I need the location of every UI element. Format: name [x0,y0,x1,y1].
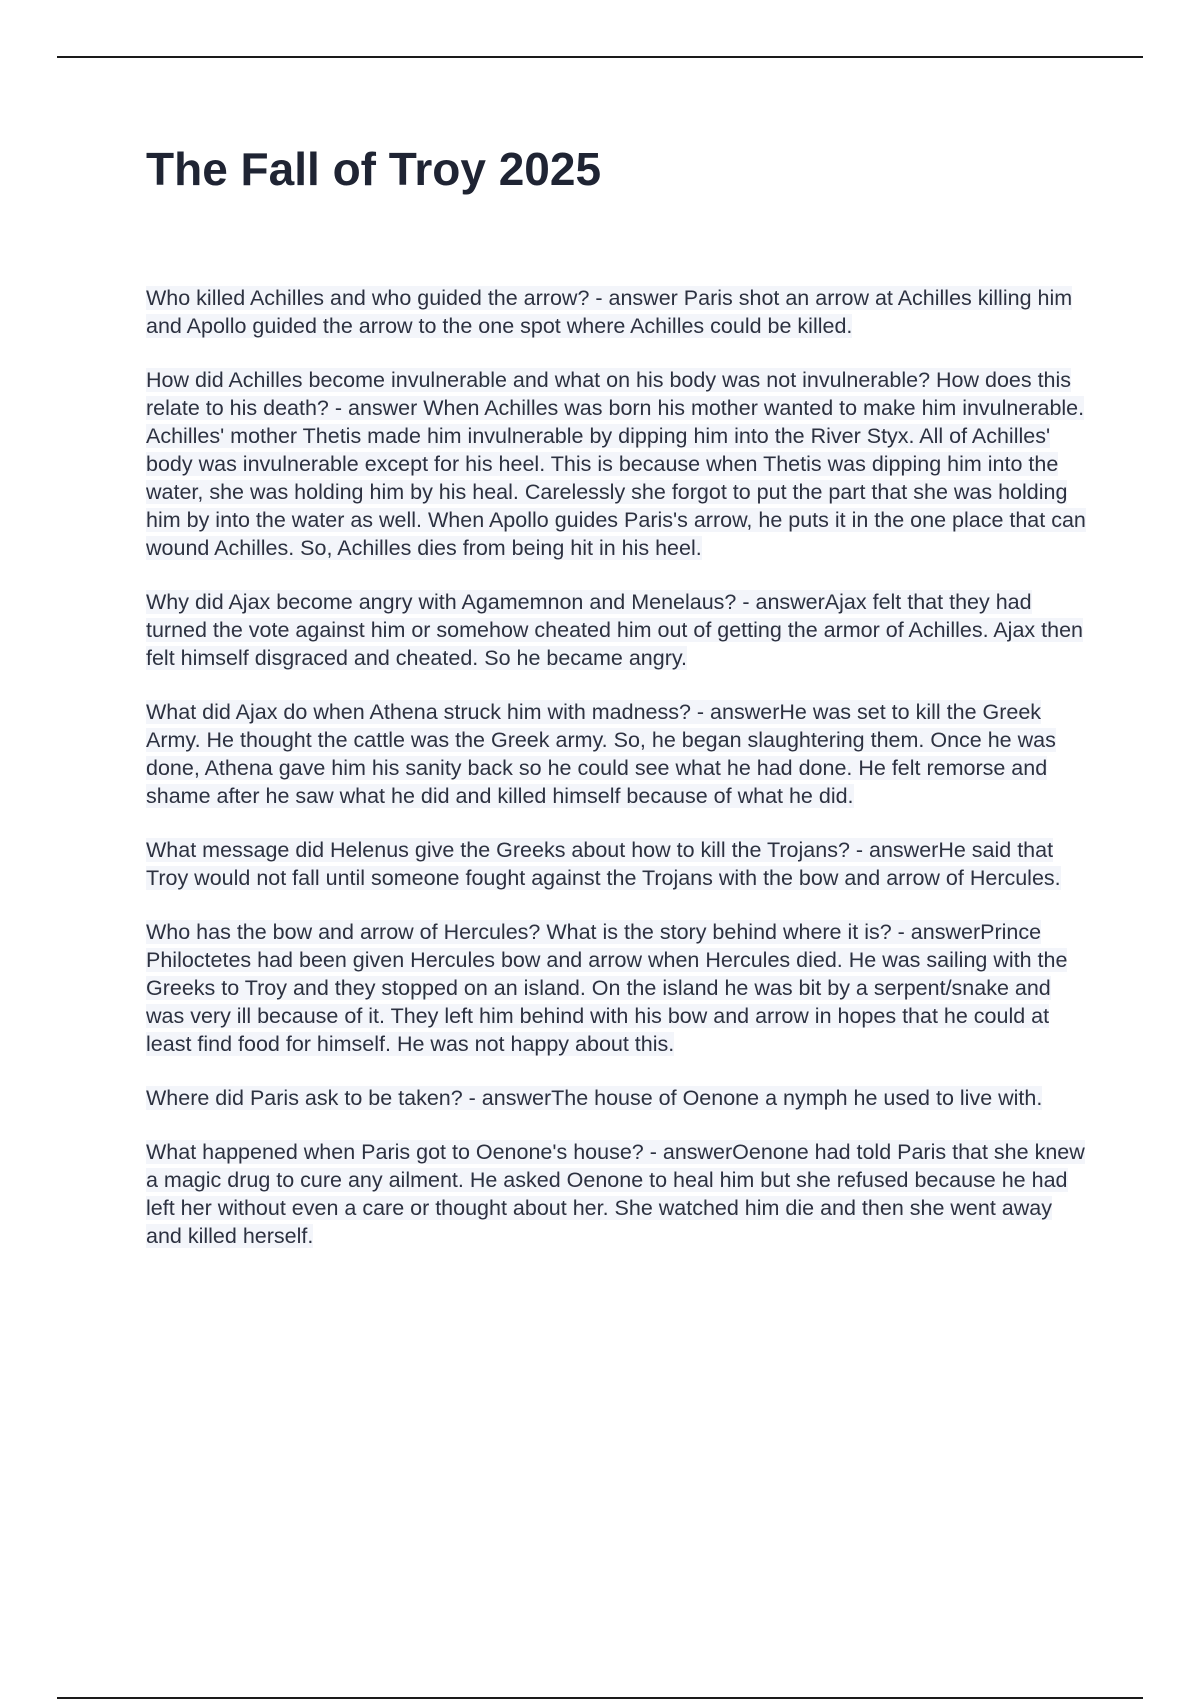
qa-item-text: What did Ajax do when Athena struck him with madness? - answerHe was set to kill the Greek Army. He thought the cattle was the Greek army. So, he began slaughtering them. Once he was done, Athena gave him his sanity back so he could see what he had done. He felt remorse and shame after he saw what he did and killed himself because of what he did. [146,700,1056,808]
qa-list [146,284,1086,1276]
qa-item [146,1138,1086,1250]
qa-item-text: Why did Ajax become angry with Agamemnon and Menelaus? - answerAjax felt that they had turned the vote against him or somehow cheated him out of getting the armor of Achilles. Ajax then felt himself disgraced and cheated. So he became angry. [146,590,1083,670]
qa-item [146,918,1086,1058]
qa-item-text: Where did Paris ask to be taken? - answerThe house of Oenone a nymph he used to live with. [146,1086,1043,1110]
qa-item-text: How did Achilles become invulnerable and what on his body was not invulnerable? How does this relate to his death? - answer When Achilles was born his mother wanted to make him invulnerable. Achilles' mother Thetis made him invulnerable by dipping him into the River Styx. All of Achilles' body was invulnerable except for his heel. This is because when Thetis was dipping him into the water, she was holding him by his heal. Carelessly she forgot to put the part that she was holding him by into the water as well. When Apollo guides Paris's arrow, he puts it in the one place that can wound Achilles. So, Achilles dies from being hit in his heel. [146,368,1086,560]
qa-item [146,698,1086,810]
qa-item-text: Who killed Achilles and who guided the arrow? - answer Paris shot an arrow at Achilles killing him and Apollo guided the arrow to the one spot where Achilles could be killed. [146,286,1073,338]
qa-item [146,1084,1086,1112]
top-divider [57,56,1143,58]
bottom-divider [57,1697,1143,1699]
qa-item-text: What happened when Paris got to Oenone's house? - answerOenone had told Paris that she knew a magic drug to cure any ailment. He asked Oenone to heal him but she refused because he had left her without even a care or thought about her. She watched him die and then she went away and killed herself. [146,1140,1085,1248]
qa-item-text: What message did Helenus give the Greeks about how to kill the Trojans? - answerHe said that Troy would not fall until someone fought against the Trojans with the bow and arrow of Hercules. [146,838,1061,890]
qa-item [146,836,1086,892]
document-title: The Fall of Troy 2025 [146,143,602,195]
qa-item [146,284,1086,340]
qa-item-text: Who has the bow and arrow of Hercules? What is the story behind where it is? - answerPrince Philoctetes had been given Hercules bow and arrow when Hercules died. He was sailing with the Greeks to Troy and they stopped on an island. On the island he was bit by a serpent/snake and was very ill because of it. They left him behind with his bow and arrow in hopes that he could at least find food for himself. He was not happy about this. [146,920,1068,1056]
qa-item [146,588,1086,672]
qa-item [146,366,1086,562]
